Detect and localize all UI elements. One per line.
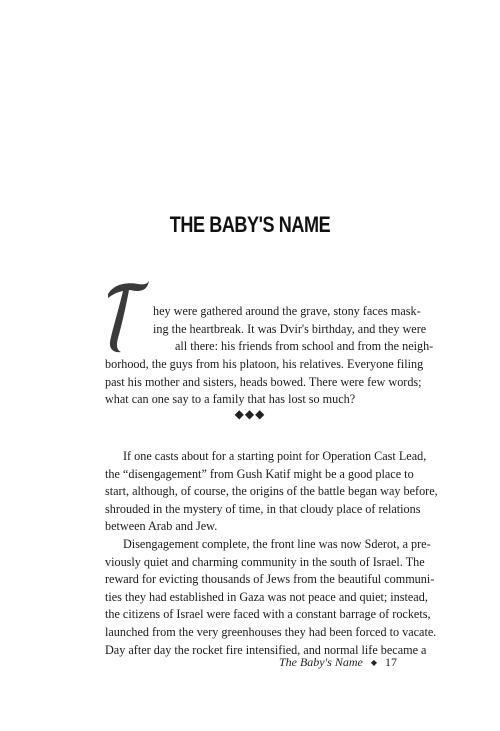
text-line: ing the heartbreak. It was Dvir's birthday, and they were xyxy=(153,321,427,336)
chapter-title: THE BABY'S NAME xyxy=(169,212,331,237)
text-line: If one casts about for a starting point for Operation Cast Lead, xyxy=(123,449,427,463)
page-footer xyxy=(279,655,397,670)
text-line: between Arab and Jew. xyxy=(105,519,218,534)
opening-lines-indented xyxy=(153,303,434,356)
text-line: all there: his friends from school and from the neigh- xyxy=(175,339,434,354)
text-line: borhood, the guys from his platoon, his relatives. Everyone filing xyxy=(105,357,424,371)
text-line: the citizens of Israel were faced with a constant barrage of rockets, xyxy=(105,607,431,622)
text-line: the “disengagement” from Gush Katif might be a good place to xyxy=(105,466,414,481)
text-line: what can one say to a family that has lost so much? xyxy=(105,392,356,407)
paragraph-2 xyxy=(105,536,437,659)
text-line: hey were gathered around the grave, stony faces mask- xyxy=(153,304,421,318)
page-number: 17 xyxy=(385,655,397,669)
opening-lines-full xyxy=(105,356,424,409)
text-line: start, although, of course, the origins of the battle began way before, xyxy=(105,484,438,499)
text-line: viously quiet and charming community in the south of Israel. The xyxy=(105,554,425,569)
text-line: launched from the very greenhouses they had been forced to vacate. xyxy=(105,624,437,639)
text-line: shrouded in the mystery of time, in that cloudy place of relations xyxy=(105,501,421,516)
paragraph-1 xyxy=(105,448,438,536)
section-break-ornament: ◆◆◆ xyxy=(234,407,266,421)
text-line: Disengagement complete, the front line was now Sderot, a pre- xyxy=(123,537,431,551)
running-title: The Baby's Name xyxy=(278,655,363,669)
dropcap-t xyxy=(104,276,150,354)
text-line: ties they had established in Gaza was not peace and quiet; instead, xyxy=(105,589,428,604)
text-line: past his mother and sisters, heads bowed. There were few words; xyxy=(105,374,422,389)
text-line: Day after day the rocket fire intensified, and normal life became a xyxy=(105,642,427,657)
text-line: reward for evicting thousands of Jews from the beautiful communi- xyxy=(105,572,435,587)
diamond-separator-icon: ◆ xyxy=(370,658,377,667)
